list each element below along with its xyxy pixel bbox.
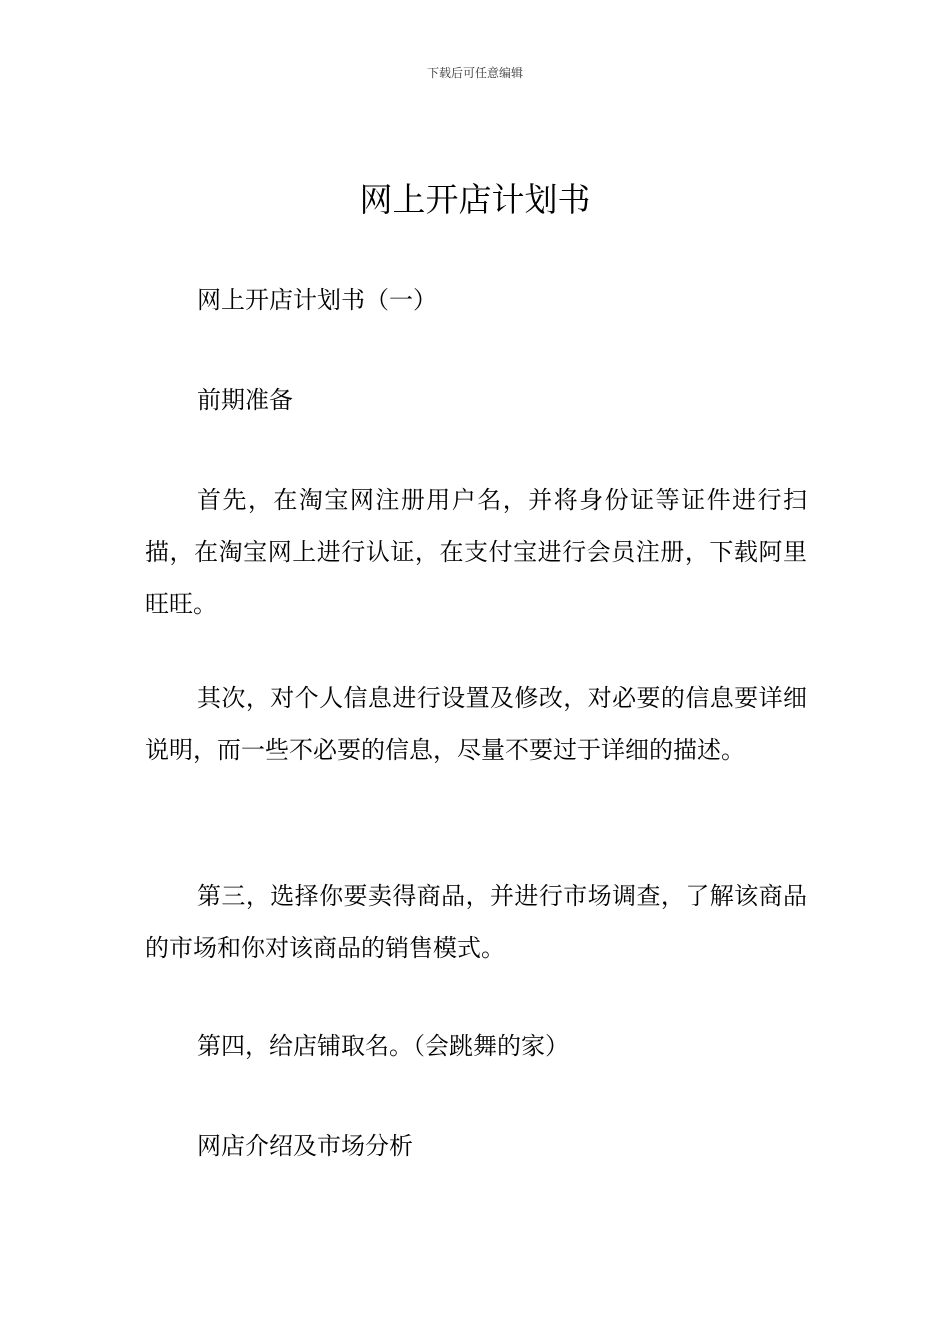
paragraph-second-step: 其次，对个人信息进行设置及修改，对必要的信息要详细说明，而一些不必要的信息，尽量不要过于详细的描述。 [145, 684, 807, 764]
section-subtitle: 网上开店计划书（一） [197, 286, 437, 314]
page-header-note: 下载后可任意编辑 [426, 66, 523, 80]
section-heading-shop-intro: 网店介绍及市场分析 [197, 1132, 413, 1160]
section-heading-preparation: 前期准备 [197, 386, 293, 414]
document-title: 网上开店计划书 [359, 180, 591, 219]
paragraph-third-step: 第三，选择你要卖得商品，并进行市场调查，了解该商品的市场和你对该商品的销售模式。 [145, 882, 807, 962]
paragraph-first-step: 首先，在淘宝网注册用户名，并将身份证等证件进行扫描，在淘宝网上进行认证，在支付宝进行会员注册，下载阿里旺旺。 [145, 486, 807, 618]
paragraph-fourth-step: 第四，给店铺取名。（会跳舞的家） [197, 1032, 569, 1060]
